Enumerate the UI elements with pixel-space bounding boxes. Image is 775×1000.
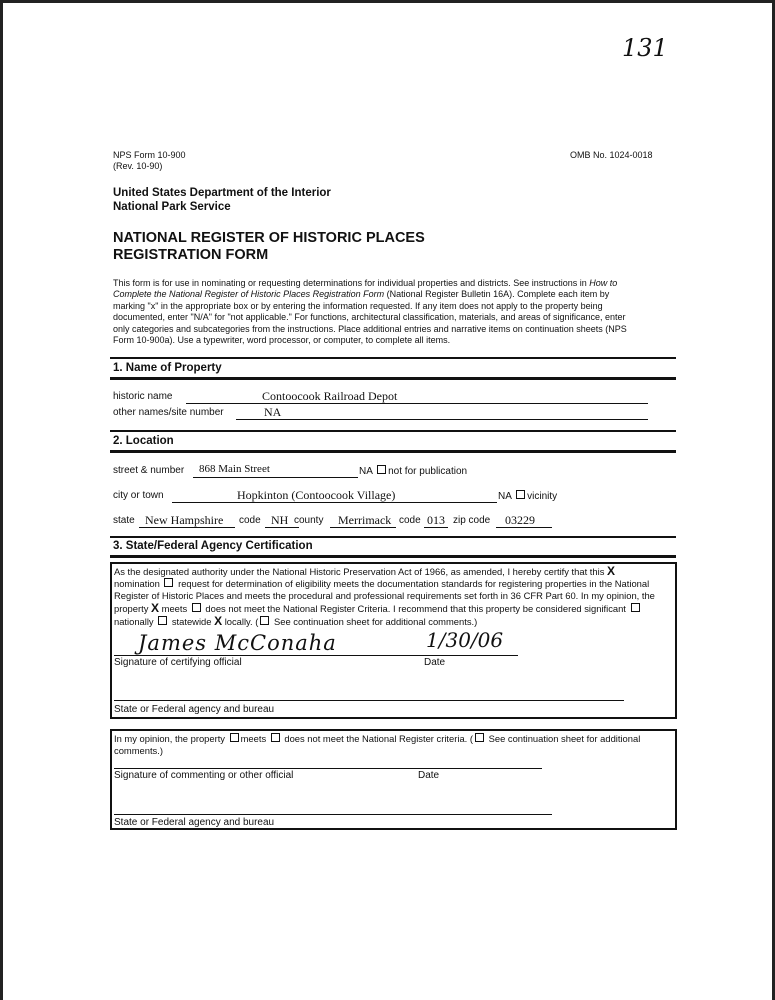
signature-label: Signature of certifying official — [114, 657, 242, 668]
opinion-meets-checkbox[interactable] — [230, 733, 239, 742]
section3-rule-bottom — [110, 555, 676, 558]
section1-rule-top — [110, 357, 676, 359]
not-for-publication-checkbox[interactable] — [377, 465, 386, 474]
request-checkbox[interactable] — [164, 578, 173, 587]
historic-name-value[interactable]: Contoocook Railroad Depot — [262, 389, 398, 403]
county-code-label: code — [399, 515, 421, 526]
statewide-checkbox[interactable] — [158, 616, 167, 625]
dept-line1: United States Department of the Interior — [113, 187, 331, 199]
form-title-line1: NATIONAL REGISTER OF HISTORIC PLACES — [113, 230, 425, 246]
state-value[interactable]: New Hampshire — [145, 513, 224, 527]
comment-bureau-underline — [114, 814, 552, 815]
nationally-checkbox[interactable] — [631, 603, 640, 612]
nomination-x-mark[interactable]: X — [607, 564, 616, 578]
section2-rule-top — [110, 430, 676, 432]
historic-name-label: historic name — [113, 391, 173, 402]
street-label: street & number — [113, 465, 185, 476]
zip-value[interactable]: 03229 — [505, 513, 535, 527]
continuation-checkbox[interactable] — [260, 616, 269, 625]
bureau-underline — [114, 700, 624, 701]
handwritten-date: 1/30/06 — [426, 628, 504, 652]
section2-rule-bottom — [110, 450, 676, 453]
comment-signature-underline — [114, 768, 542, 769]
does-not-meet-checkbox[interactable] — [192, 603, 201, 612]
opinion-text: In my opinion, the property meets does not meet the National Register criteria. ( See continuation sheet for additional comments.) — [114, 733, 641, 756]
vicinity — [498, 490, 557, 502]
intro-paragraph: This form is for use in nominating or requesting determinations for individual properties and districts. See instructions in How to Complete the National Register of Historic Places Registration Form (National Register Bulletin 16A). Complete each item by marking "x" in the appropriate box or by entering the information requested. If any item does not apply to the property being documented, enter "N/A" for "not applicable." For functions, architectural classification, materials, and areas of significance, enter only categories and subcategories from the instructions. Place additional entries and narrative items on continuation sheets (NPS Form 10-900a). Use a typewriter, word processor, or computer, to complete all items. — [113, 278, 627, 346]
form-revision: (Rev. 10-90) — [113, 161, 163, 171]
other-names-label: other names/site number — [113, 407, 224, 418]
handwritten-signature: James McConaha — [138, 631, 337, 655]
locally-x-mark[interactable]: X — [214, 614, 223, 628]
vicinity-label: vicinity — [527, 491, 558, 502]
code-value[interactable]: NH — [271, 513, 289, 527]
bureau-label: State or Federal agency and bureau — [114, 704, 275, 715]
section3-heading: 3. State/Federal Agency Certification — [113, 540, 313, 552]
street-underline — [193, 477, 358, 478]
county-label: county — [294, 515, 324, 526]
comment-signature-label: Signature of commenting or other official — [114, 770, 294, 781]
na-text: NA — [359, 466, 373, 477]
form-number: NPS Form 10-900 — [113, 150, 186, 160]
code-label: code — [239, 515, 261, 526]
other-names-underline — [236, 419, 648, 420]
scan-border-top — [0, 0, 775, 3]
other-names-value[interactable]: NA — [264, 405, 282, 419]
section3-rule-top — [110, 536, 676, 538]
street-value[interactable]: 868 Main Street — [199, 463, 270, 475]
comment-bureau-label: State or Federal agency and bureau — [114, 817, 275, 828]
county-code-value[interactable]: 013 — [427, 513, 445, 527]
na-text-2: NA — [498, 491, 512, 502]
meets-x-mark[interactable]: X — [151, 601, 160, 615]
opinion-does-not-meet-checkbox[interactable] — [271, 733, 280, 742]
dept-line2: National Park Service — [113, 201, 231, 213]
zip-label: zip code — [453, 515, 491, 526]
comment-date-label: Date — [418, 770, 440, 781]
not-for-publication — [359, 465, 467, 477]
omb-number: OMB No. 1024-0018 — [570, 150, 653, 160]
historic-name-underline — [186, 403, 648, 404]
section1-heading: 1. Name of Property — [113, 362, 222, 374]
opinion-continuation-checkbox[interactable] — [475, 733, 484, 742]
county-value[interactable]: Merrimack — [338, 513, 392, 527]
signature-underline — [114, 655, 518, 656]
not-for-publication-label: not for publication — [388, 466, 468, 477]
section1-rule-bottom — [110, 377, 676, 380]
page-number: 131 — [622, 34, 668, 62]
section2-heading: 2. Location — [113, 435, 174, 447]
vicinity-checkbox[interactable] — [516, 490, 525, 499]
scan-border-left — [0, 0, 3, 1000]
city-label: city or town — [113, 490, 164, 501]
date-label: Date — [424, 657, 446, 668]
certification-text: As the designated authority under the National Historic Preservation Act of 1966, as amended, I hereby certify that this X nomination request for determination of eligibility meets the documentation standards for registering properties in the National Register of Historic Places and meets the procedural and professional requirements set forth in 36 CFR Part 60. In my opinion, the property X meets does not meet the National Register Criteria. I recommend that this property be considered significant nationally statewide X locally. ( See continuation sheet for additional comments.) — [114, 564, 655, 628]
state-label: state — [113, 515, 135, 526]
city-value[interactable]: Hopkinton (Contoocook Village) — [237, 488, 396, 502]
form-title-line2: REGISTRATION FORM — [113, 247, 269, 263]
